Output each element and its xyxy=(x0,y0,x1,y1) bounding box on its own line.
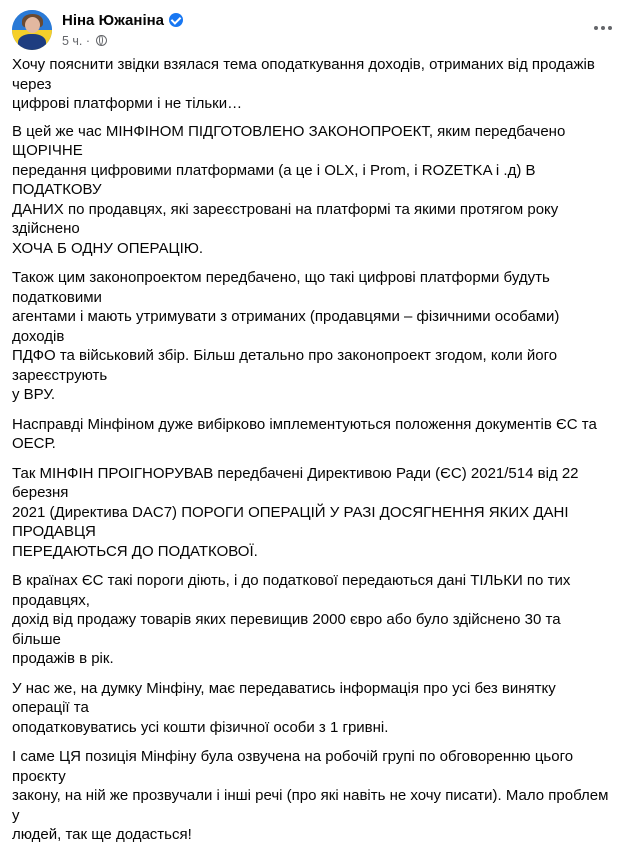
post-paragraph: Насправді Мінфіном дуже вибірково імплементуються положення документів ЄС та ОЕСР. xyxy=(12,415,597,452)
post-body xyxy=(12,55,610,855)
post-paragraph: Так МІНФІН ПРОІГНОРУВАВ передбачені Директивою Ради (ЄС) 2021/514 від 22 березня 2021 (Директива DAC7) ПОРОГИ ОПЕРАЦІЙ У РАЗІ ДОСЯГНЕННЯ ЯКИХ ДАНІ ПРОДАВЦЯ ПЕРЕДАЮТЬСЯ ДО ПОДАТКОВОЇ. xyxy=(12,464,579,560)
meta-separator: · xyxy=(85,34,91,48)
author-name-row xyxy=(62,12,183,29)
post-paragraph: В країнах ЄС такі пороги діють, і до податкової передаються дані ТІЛЬКИ по тих продавцях, дохід від продажу товарів яких перевищив 2000 євро або було здійснено 30 та більше продажів в рік. xyxy=(12,572,571,667)
post-time[interactable]: 5 ч. xyxy=(62,34,83,48)
post-paragraph: Також цим законопроектом передбачено, що такі цифрові платформи будуть податковими агентами і мають утримувати з отриманих (продавцями – фізичними особами) доходів ПДФО та військовий збір. Більш детально про законопроект згодом, коли його зареєструють у ВРУ. xyxy=(12,269,560,403)
post-paragraph: В цей же час МІНФІНОМ ПІДГОТОВЛЕНО ЗАКОНОПРОЕКТ, яким передбачено ЩОРІЧНЕ передання цифровими платформами (а це і OLX, і Prom, і ROZETKA і .д) В ПОДАТКОВУ ДАНИХ по продавцях, які зареєстровані на платформі та якими протягом року здійснено ХОЧА Б ОДНУ ОПЕРАЦІЮ. xyxy=(12,122,566,257)
post-header xyxy=(12,10,617,50)
post-paragraph: Хочу пояснити звідки взялася тема оподаткування доходів, отриманих від продажів через цифрові платформи і не тільки… xyxy=(12,56,595,112)
post-paragraph: І саме ЦЯ позиція Мінфіну була озвучена на робочій групі по обговоренню цього проєкту закону, на ній же прозвучали і інші речі (про які навіть не хочу писати). Мало проблем у людей, так ще додасться! xyxy=(12,748,609,843)
more-dot xyxy=(601,26,605,30)
verified-badge-icon xyxy=(169,13,183,27)
author-name[interactable]: Ніна Южаніна xyxy=(62,12,165,29)
more-options-icon[interactable] xyxy=(591,16,615,40)
more-dot xyxy=(608,26,612,30)
avatar-face xyxy=(25,17,40,33)
avatar-body xyxy=(18,34,46,50)
more-dot xyxy=(594,26,598,30)
author-avatar[interactable] xyxy=(12,10,52,50)
post-meta xyxy=(62,34,107,48)
globe-icon[interactable] xyxy=(96,35,107,46)
post-paragraph: У нас же, на думку Мінфіну, має передаватись інформація про усі без винятку операції та оподатковуватись усі кошти фізичної особи з 1 гривні. xyxy=(12,679,556,736)
